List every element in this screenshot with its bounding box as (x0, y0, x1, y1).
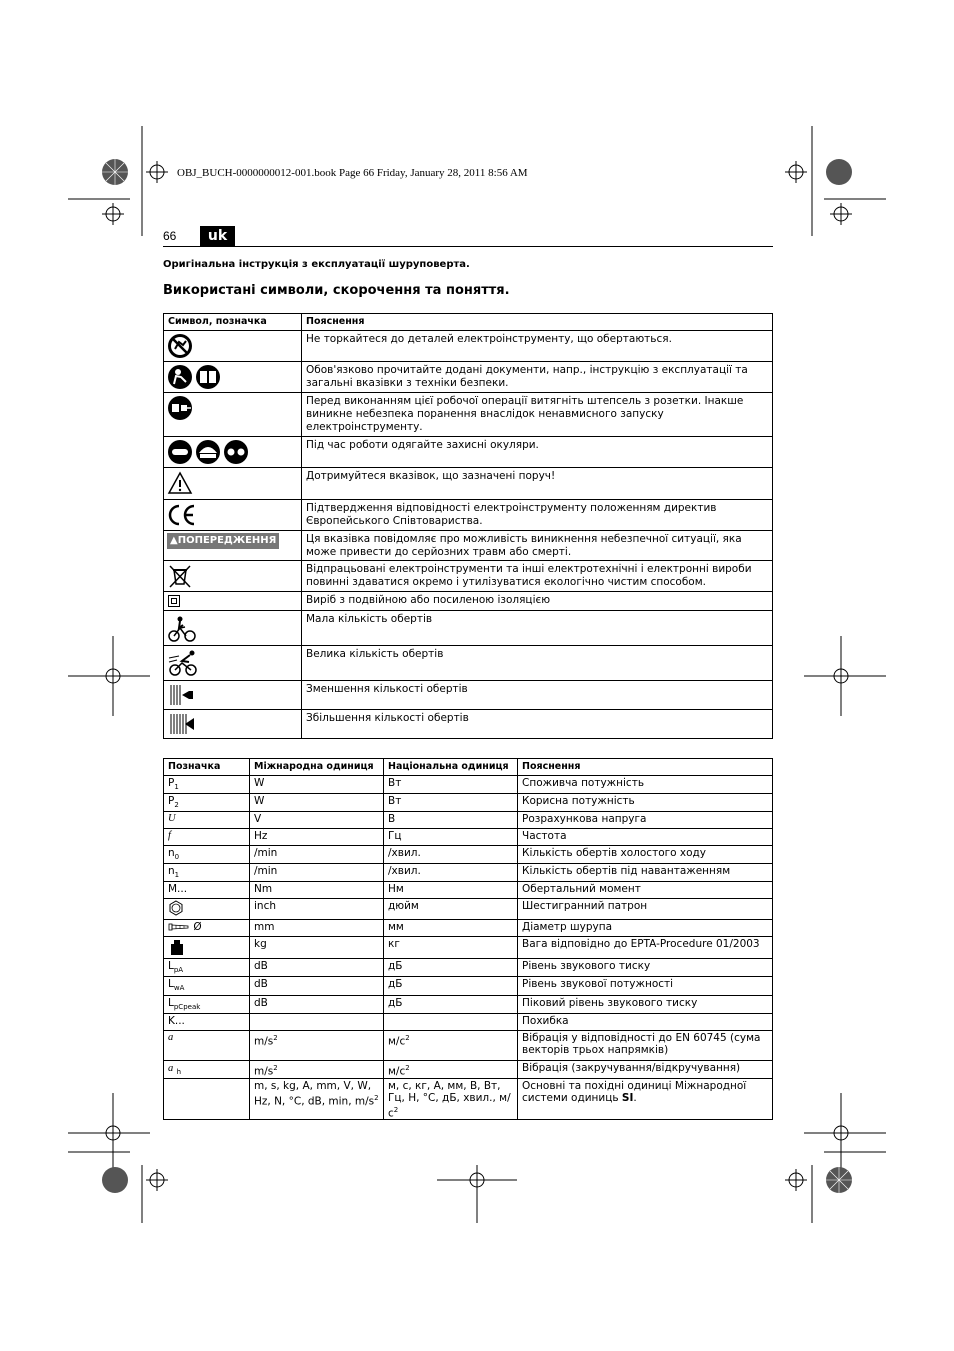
national-unit: дБ (384, 995, 518, 1013)
intl-unit (250, 1013, 384, 1030)
unit-symbol: K... (164, 1013, 250, 1030)
low-speed-bike-icon (167, 613, 197, 643)
unit-symbol: Ø (164, 920, 250, 937)
table-header-row (164, 759, 773, 776)
screw-diameter-icon (168, 921, 190, 933)
unit-description: Вага відповідно до EPTA-Procedure 01/2003 (518, 937, 773, 959)
symbol-description: Підтвердження відповідності електроінструменту положенням директив Європейського Співтовариства. (302, 500, 773, 531)
table-row (164, 611, 773, 646)
table-row (164, 531, 773, 561)
column-header: Символ, позначка (164, 314, 302, 331)
column-header: Пояснення (302, 314, 773, 331)
unit-symbol: a (164, 1030, 250, 1060)
national-unit: /хвил. (384, 864, 518, 882)
unit-symbol: $P_2$ (164, 794, 250, 812)
unplug-icon (167, 395, 193, 421)
unit-description: Частота (518, 829, 773, 846)
symbol-description: Ця вказівка повідомляє про можливість виникнення небезпечної ситуації, яка може привести до серйозних травм або смерті. (302, 531, 773, 561)
national-unit (384, 1013, 518, 1030)
intl-unit: Hz (250, 829, 384, 846)
intl-unit: inch (250, 899, 384, 920)
table-row (164, 776, 773, 794)
unit-symbol: $L_{wA}$ (164, 977, 250, 995)
section-title: Використані символи, скорочення та поняття. (163, 283, 510, 298)
goggles-icon (167, 439, 249, 465)
table-row (164, 899, 773, 920)
national-unit: дБ (384, 977, 518, 995)
table-row (164, 362, 773, 393)
unit-symbol: M... (164, 882, 250, 899)
table-row (164, 794, 773, 812)
unit-symbol (164, 1078, 250, 1120)
symbol-description: Мала кількість обертів (302, 611, 773, 646)
intl-unit: dB (250, 959, 384, 977)
page-number: 66 (163, 229, 177, 243)
hex-chuck-icon (168, 900, 184, 916)
table-row (164, 1078, 773, 1120)
unit-symbol: $n_1$ (164, 864, 250, 882)
symbol-description: Відпрацьовані електроінструменти та інші електротехнічні і електронні вироби повинні здаватися окремо і утилізуватися екологічно чистим способом. (302, 561, 773, 592)
language-badge: uk (200, 226, 235, 246)
unit-symbol: $L_{pA}$ (164, 959, 250, 977)
unit-description: Споживча потужність (518, 776, 773, 794)
high-speed-bike-icon (167, 648, 201, 678)
crossed-bin-icon (167, 563, 193, 589)
warning-triangle-icon (167, 470, 193, 496)
unit-description: Діаметр шурупа (518, 920, 773, 937)
national-unit: мм (384, 920, 518, 937)
table-row (164, 864, 773, 882)
table-row (164, 437, 773, 468)
unit-description: Рівень звукового тиску (518, 959, 773, 977)
table-row (164, 920, 773, 937)
table-row (164, 710, 773, 739)
table-row (164, 331, 773, 362)
national-unit: В (384, 812, 518, 829)
double-insulation-icon (167, 594, 181, 608)
symbol-description: Зменшення кількості обертів (302, 681, 773, 710)
intl-unit: Nm (250, 882, 384, 899)
symbol-description: Під час роботи одягайте захисні окуляри. (302, 437, 773, 468)
print-header: OBJ_BUCH-0000000012-001.book Page 66 Friday, January 28, 2011 8:56 AM (177, 167, 528, 179)
unit-description: Основні та похідні одиниці Міжнародної системи одиниць SI. (518, 1078, 773, 1120)
intl-unit: dB (250, 995, 384, 1013)
symbol-description: Перед виконанням цієї робочої операції витягніть штепсель з розетки. Інакше виникне небезпека поранення внаслідок ненавмисного запуску електроінструменту. (302, 393, 773, 437)
unit-symbol: $n_0$ (164, 846, 250, 864)
intl-unit: V (250, 812, 384, 829)
unit-description: Піковий рівень звукового тиску (518, 995, 773, 1013)
speed-increase-icon (167, 712, 197, 736)
table-header-row (164, 314, 773, 331)
column-header: Міжнародна одиниця (250, 759, 384, 776)
table-row (164, 1013, 773, 1030)
no-touch-rotating-icon (167, 333, 193, 359)
unit-symbol: $L_{pCpeak}$ (164, 995, 250, 1013)
unit-description: Вібрація (закручування/відкручування) (518, 1060, 773, 1078)
table-row (164, 468, 773, 500)
unit-description: Вібрація у відповідності до EN 60745 (сума векторів трьох напрямків) (518, 1030, 773, 1060)
column-header: Пояснення (518, 759, 773, 776)
unit-description: Кількість обертів під навантаженням (518, 864, 773, 882)
weight-icon (168, 938, 186, 956)
table-row (164, 500, 773, 531)
table-row (164, 646, 773, 681)
intl-unit: $m/s^2$ (250, 1060, 384, 1078)
warning-badge-triangle-icon: ▲ (170, 535, 178, 546)
unit-description: Обертальний момент (518, 882, 773, 899)
header-rule (163, 246, 773, 247)
symbols-table (163, 313, 773, 739)
symbol-description: Дотримуйтеся вказівок, що зазначені поруч! (302, 468, 773, 500)
intl-unit: dB (250, 977, 384, 995)
intl-unit: m, s, kg, A, mm, V, W, Hz, N, °C, dB, min, $m/s^2$ (250, 1078, 384, 1120)
ce-mark-icon (167, 502, 197, 528)
intl-unit: kg (250, 937, 384, 959)
intl-unit: $m/s^2$ (250, 1030, 384, 1060)
symbol-description: Збільшення кількості обертів (302, 710, 773, 739)
unit-description: Кількість обертів холостого ходу (518, 846, 773, 864)
table-row (164, 937, 773, 959)
table-row (164, 977, 773, 995)
national-unit: Гц (384, 829, 518, 846)
unit-symbol: $P_1$ (164, 776, 250, 794)
table-row (164, 561, 773, 592)
unit-description: Розрахункова напруга (518, 812, 773, 829)
document-subtitle: Оригінальна інструкція з експлуатації шуруповерта. (163, 259, 470, 270)
table-row (164, 846, 773, 864)
table-row (164, 1030, 773, 1060)
national-unit: Нм (384, 882, 518, 899)
table-row (164, 592, 773, 611)
unit-symbol (164, 899, 250, 920)
units-table (163, 758, 773, 1120)
table-row (164, 882, 773, 899)
national-unit: Вт (384, 794, 518, 812)
column-header: Національна одиниця (384, 759, 518, 776)
unit-description: Похибка (518, 1013, 773, 1030)
table-row (164, 829, 773, 846)
table-row (164, 681, 773, 710)
intl-unit: /min (250, 864, 384, 882)
symbol-description: Обов'язково прочитайте додані документи, напр., інструкцію з експлуатації та загальні вказівки з техніки безпеки. (302, 362, 773, 393)
unit-description: Шестигранний патрон (518, 899, 773, 920)
symbol-description: Виріб з подвійною або посиленою ізоляцією (302, 592, 773, 611)
symbol-description: Велика кількість обертів (302, 646, 773, 681)
national-unit: дБ (384, 959, 518, 977)
warning-badge-label: ПОПЕРЕДЖЕННЯ (177, 535, 277, 546)
unit-symbol: a $_h$ (164, 1060, 250, 1078)
national-unit: дюйм (384, 899, 518, 920)
unit-symbol: f (164, 829, 250, 846)
speed-decrease-icon (167, 683, 197, 707)
table-row (164, 995, 773, 1013)
unit-symbol (164, 937, 250, 959)
intl-unit: /min (250, 846, 384, 864)
unit-symbol: U (164, 812, 250, 829)
intl-unit: W (250, 794, 384, 812)
table-row (164, 812, 773, 829)
national-unit: /хвил. (384, 846, 518, 864)
national-unit: м, с, кг, А, мм, В, Вт, Гц, Н, °C, дБ, хвил., $м/с^2$ (384, 1078, 518, 1120)
table-row (164, 393, 773, 437)
table-row (164, 1060, 773, 1078)
read-manual-icon (167, 364, 221, 390)
column-header: Позначка (164, 759, 250, 776)
table-row (164, 959, 773, 977)
national-unit: кг (384, 937, 518, 959)
warning-badge (167, 533, 279, 549)
national-unit: $м/с^2$ (384, 1060, 518, 1078)
symbol-description: Не торкайтеся до деталей електроінструменту, що обертаються. (302, 331, 773, 362)
unit-description: Рівень звукової потужності (518, 977, 773, 995)
national-unit: Вт (384, 776, 518, 794)
national-unit: $м/с^2$ (384, 1030, 518, 1060)
unit-description: Корисна потужність (518, 794, 773, 812)
intl-unit: mm (250, 920, 384, 937)
intl-unit: W (250, 776, 384, 794)
